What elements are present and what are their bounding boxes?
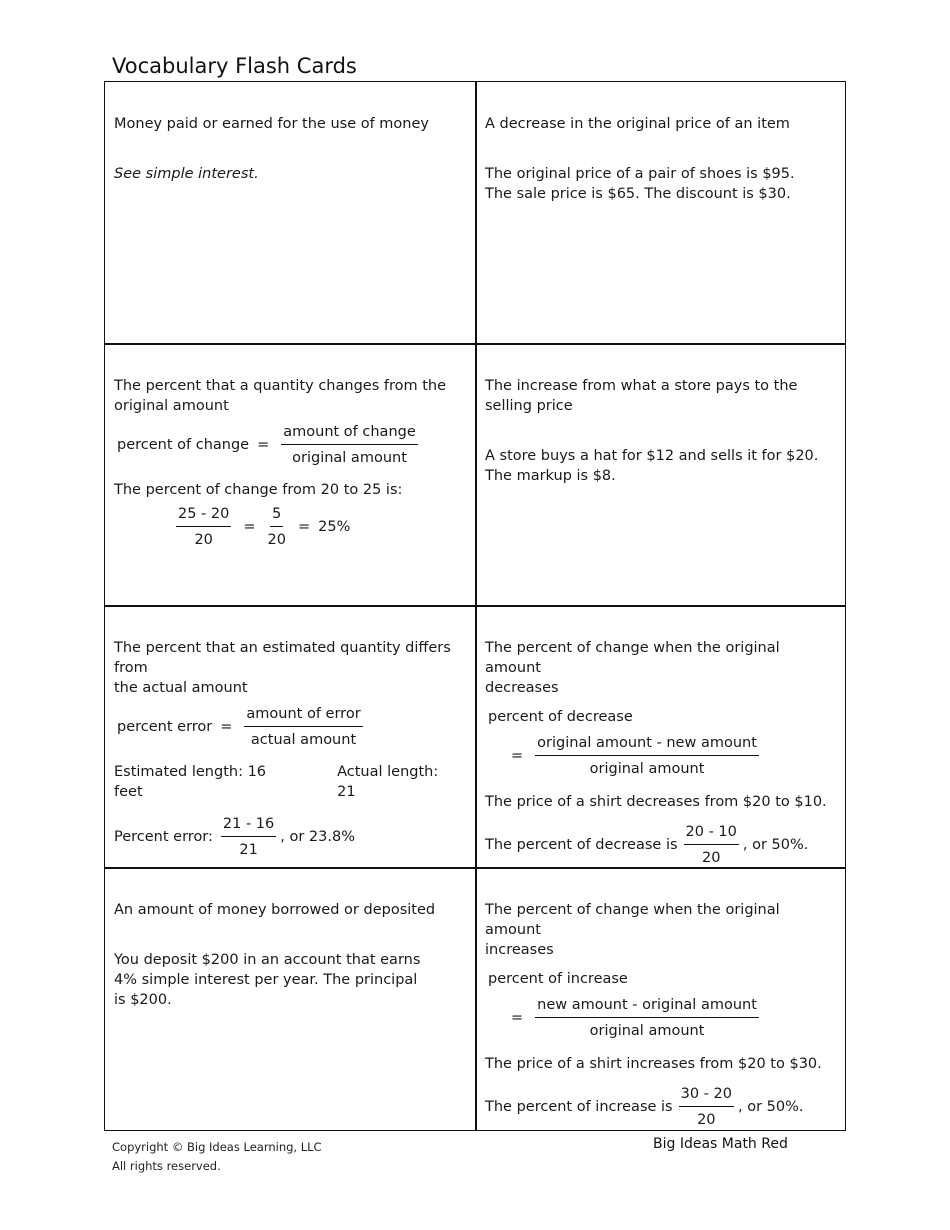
card-definition: Money paid or earned for the use of money [114,116,429,132]
fraction-denominator: 21 [239,842,258,858]
fraction-denominator: actual amount [250,732,357,748]
example-fraction [679,1084,734,1130]
card-example-line: is $200. [114,992,172,1008]
card-definition-line: the actual amount [114,680,248,696]
card-definition-line: The percent of change when the original amount [485,902,780,938]
formula [485,733,830,779]
formula [485,995,830,1041]
fraction-numerator: amount of error [244,704,362,727]
flash-card-grid [104,81,846,1131]
card-definition: A decrease in the original price of an item [485,116,790,132]
formula-fraction [281,422,418,468]
card-definition-line: The percent that an estimated quantity differs from [114,640,451,676]
equals-sign: = [243,519,256,535]
card-example-line: The original price of a pair of shoes is $95. [485,166,795,182]
formula-fraction [535,995,759,1041]
card-definition-line: increases [485,942,554,958]
equals-sign: = [297,519,311,535]
fraction-numerator: 5 [270,504,283,527]
example-calculation [114,504,459,550]
fraction-denominator: original amount [589,1023,705,1039]
fraction-numerator: 20 - 10 [684,822,739,845]
card-percent-of-increase [476,868,838,1130]
card-see-also: See simple interest. [114,166,259,182]
fraction-denominator: 20 [701,850,721,866]
card-definition-line: The percent of change when the original amount [485,640,780,676]
fraction-numerator: amount of change [281,422,418,445]
page-title: Vocabulary Flash Cards [112,54,357,78]
copyright-text: Copyright © Big Ideas Learning, LLC [112,1140,322,1154]
fraction-numerator: 25 - 20 [176,504,231,527]
equals-sign: = [511,748,524,764]
card-definition: An amount of money borrowed or deposited [114,902,436,918]
card-example: The price of a shirt decreases from $20 to $10. [485,794,827,810]
fraction-numerator: original amount - new amount [535,733,759,756]
example-result: , or 23.8% [280,829,355,845]
example-fraction [221,814,276,860]
example-label: The percent of decrease is [485,837,678,853]
example-calculation [485,1084,830,1130]
example-result: 25% [318,519,351,535]
example-label: The percent of increase is [485,1099,673,1115]
formula-label: percent of decrease [488,709,633,725]
example-result: , or 50%. [742,837,809,853]
formula-label: percent error [117,719,213,735]
example-calculation [114,814,459,860]
rights-text: All rights reserved. [112,1159,221,1173]
card-example-line: 4% simple interest per year. The principal [114,972,418,988]
equals-sign: = [220,719,233,735]
card-definition-line: selling price [485,398,573,414]
estimated-length: Estimated length: 16 feet [114,764,267,800]
formula-label: percent of change [117,437,250,453]
footer-copyright [112,1138,322,1176]
card-interest [105,82,467,344]
card-definition-line: The increase from what a store pays to the [485,378,798,394]
formula [114,422,459,468]
formula [114,704,459,750]
formula-fraction [244,704,362,750]
card-markup [476,344,838,606]
card-discount [476,82,838,344]
fraction-numerator: 30 - 20 [679,1084,734,1107]
fraction-denominator: 20 [697,1112,716,1128]
card-definition-line: The percent that a quantity changes from the [114,378,447,394]
formula-fraction [535,733,759,779]
card-percent-of-change [105,344,467,606]
fraction-denominator: original amount [589,761,705,777]
example-fraction [176,504,231,550]
example-fraction [268,504,286,550]
fraction-numerator: new amount - original amount [535,995,759,1018]
actual-length: Actual length: 21 [337,764,439,800]
formula-label: percent of increase [488,971,628,987]
card-percent-of-decrease [476,606,838,868]
fraction-numerator: 21 - 16 [221,814,276,837]
card-example-line: The markup is $8. [485,468,616,484]
fraction-denominator: 20 [267,532,286,548]
card-example-line: You deposit $200 in an account that earns [114,952,421,968]
card-principal [105,868,467,1130]
card-example: The price of a shirt increases from $20 to $30. [485,1056,822,1072]
equals-sign: = [511,1010,524,1026]
example-calculation [485,822,830,868]
example-result: , or 50%. [737,1099,804,1115]
equals-sign: = [257,437,270,453]
card-percent-error [105,606,467,868]
card-example-line: The sale price is $65. The discount is $30. [485,186,791,202]
card-definition-line: decreases [485,680,559,696]
example-label: Percent error: [114,829,213,845]
footer-book-title: Big Ideas Math Red [653,1136,788,1152]
fraction-denominator: original amount [292,450,407,466]
card-definition-line: original amount [114,398,229,414]
example-fraction [684,822,739,868]
fraction-denominator: 20 [194,532,213,548]
example-lengths [114,762,459,802]
card-example: The percent of change from 20 to 25 is: [114,482,403,498]
card-example-line: A store buys a hat for $12 and sells it for $20. [485,448,819,464]
